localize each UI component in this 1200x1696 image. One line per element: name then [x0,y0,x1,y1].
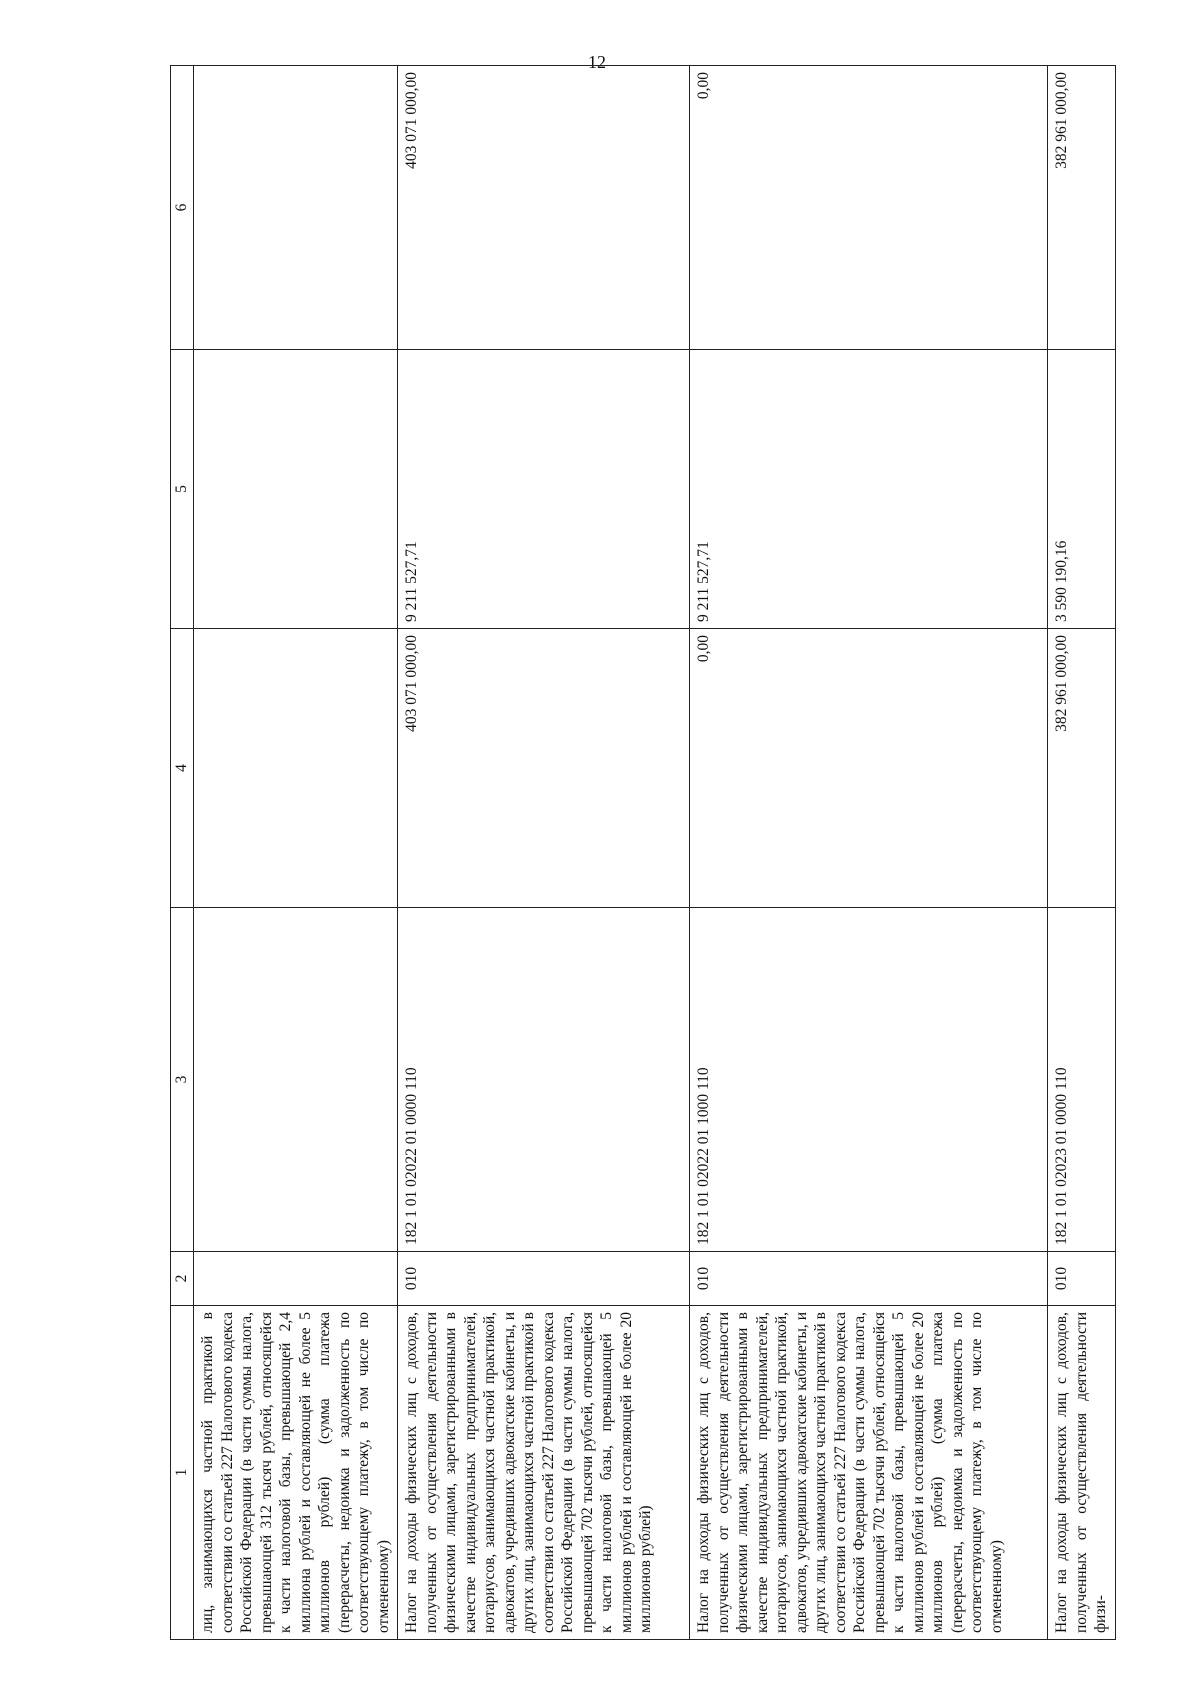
row-admin-code: 010 [690,1252,1048,1306]
table-row [690,66,1048,1640]
row-admin-code [194,1252,398,1306]
row-classification-code: 182 1 01 02022 01 0000 110 [398,908,690,1252]
row-value-col-4: 0,00 [690,629,1048,908]
header-col-6: 6 [171,66,194,350]
row-description: лиц, занимающихся частной практикой в соответствии со статьей 227 Налогового кодекса Российской Федерации (в части суммы налога, превышающей 312 тысяч рублей, относящейся к части налоговой базы, превышающей 2,4 миллиона рублей и составляющей не более 5 миллионов рублей) (сумма платежа (перерасчеты, недоимка и задолженность по соответствующему платежу, в том числе по отмененному) [194,1306,398,1640]
row-value-col-4 [194,629,398,908]
row-admin-code: 010 [1048,1252,1116,1306]
rotated-table-container [170,72,1109,1640]
budget-revenue-table [170,65,1116,1640]
header-col-2: 2 [171,1252,194,1306]
row-admin-code: 010 [398,1252,690,1306]
row-classification-code [194,908,398,1252]
row-value-col-6 [194,66,398,350]
row-value-col-4: 382 961 000,00 [1048,629,1116,908]
row-value-col-5: 3 590 190,16 [1048,350,1116,629]
row-value-col-6: 0,00 [690,66,1048,350]
row-value-col-5: 9 211 527,71 [398,350,690,629]
table-row [194,66,398,1640]
row-value-col-5: 9 211 527,71 [690,350,1048,629]
row-value-col-6: 382 961 000,00 [1048,66,1116,350]
row-description: Налог на доходы физических лиц с доходов, полученных от осуществления деятельности физическими лицами, зарегистрированными в качестве индивидуальных предпринимателей, нотариусов, занимающихся частной практикой, адвокатов, учредивших адвокатские кабинеты, и других лиц, занимающихся частной практикой в соответствии со статьей 227 Налогового кодекса Российской Федерации (в части суммы налога, превышающей 702 тысячи рублей, относящейся к части налоговой базы, превышающей 5 миллионов рублей и составляющей не более 20 миллионов рублей) [398,1306,690,1640]
table-row [1048,66,1116,1640]
row-value-col-5 [194,350,398,629]
row-value-col-6: 403 071 000,00 [398,66,690,350]
row-classification-code: 182 1 01 02022 01 1000 110 [690,908,1048,1252]
row-description: Налог на доходы физических лиц с доходов, полученных от осуществления деятельности физи- [1048,1306,1116,1640]
row-classification-code: 182 1 01 02023 01 0000 110 [1048,908,1116,1252]
header-col-1: 1 [171,1306,194,1640]
table-row [398,66,690,1640]
table-header-row [171,66,194,1640]
header-col-4: 4 [171,629,194,908]
page-number: 12 [588,52,606,72]
header-col-5: 5 [171,350,194,629]
row-description: Налог на доходы физических лиц с доходов, полученных от осуществления деятельности физическими лицами, зарегистрированными в качестве индивидуальных предпринимателей, нотариусов, занимающихся частной практикой, адвокатов, учредивших адвокатские кабинеты, и других лиц, занимающихся частной практикой в соответствии со статьей 227 Налогового кодекса Российской Федерации (в части суммы налога, превышающей 702 тысячи рублей, относящейся к части налоговой базы, превышающей 5 миллионов рублей и составляющей не более 20 миллионов рублей) (сумма платежа (перерасчеты, недоимка и задолженность по соответствующему платежу, в том числе по отмененному) [690,1306,1048,1640]
row-value-col-4: 403 071 000,00 [398,629,690,908]
header-col-3: 3 [171,908,194,1252]
